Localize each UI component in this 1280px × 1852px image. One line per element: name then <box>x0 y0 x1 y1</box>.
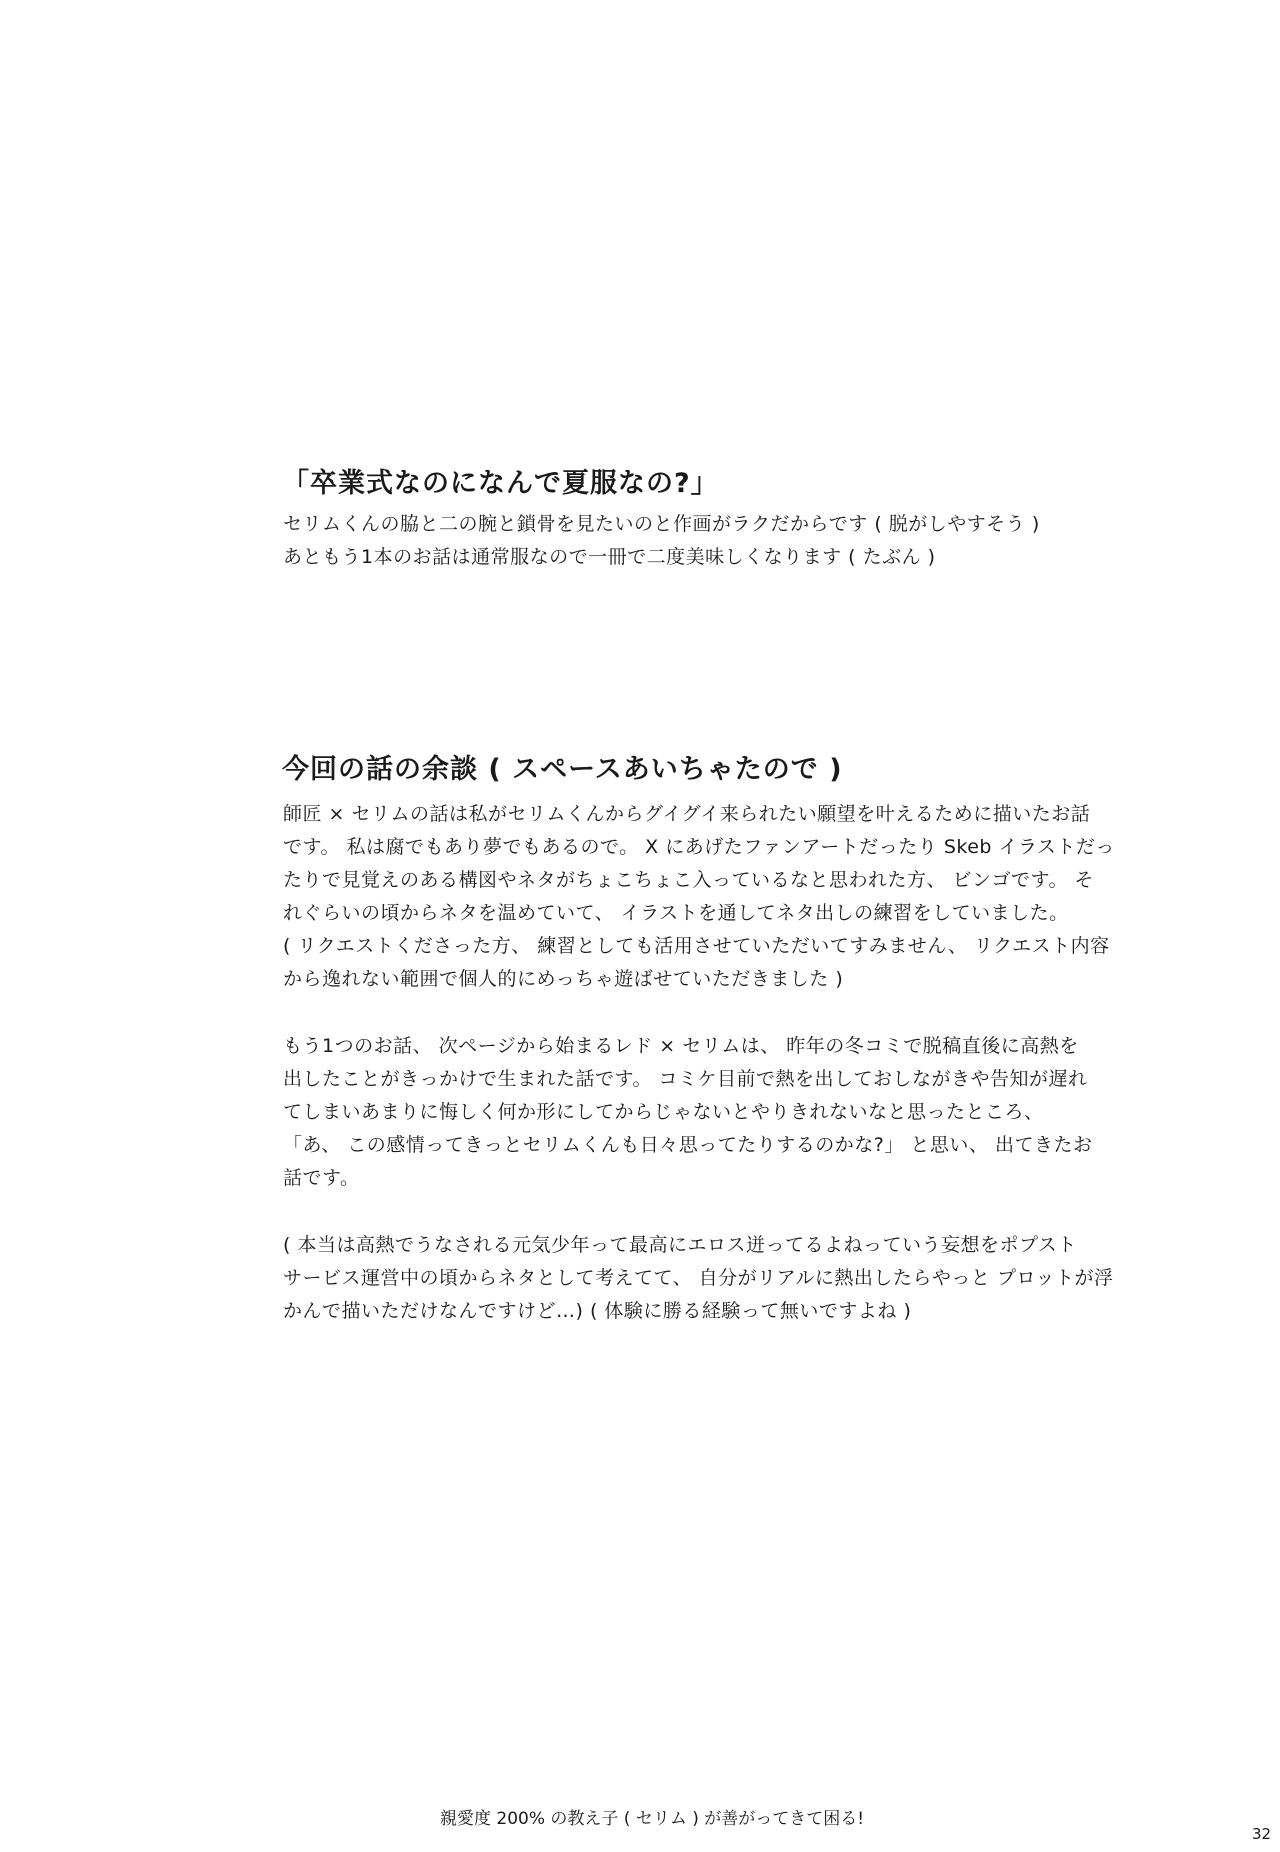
section-2-p2-line-3: てしまいあまりに悔しく何か形にしてからじゃないとやりきれないなと思ったところ、 <box>283 1101 1044 1123</box>
page-number: 32 <box>1252 1825 1272 1843</box>
section-2-heading: 今回の話の余談 ( スペースあいちゃたので ) <box>282 754 843 785</box>
section-2-p3-line-2: サービス運営中の頃からネタとして考えてて、 自分がリアルに熱出したらやっと プロットが浮 <box>283 1267 1114 1289</box>
section-2-p2-line-4: 「あ、 この感情ってきっとセリムくんも日々思ってたりするのかな?」 と思い、 出てきたお <box>283 1134 1093 1156</box>
section-1-heading: 「卒業式なのになんで夏服なの?」 <box>282 468 719 499</box>
section-2-p1-line-4: れぐらいの頃からネタを温めていて、 イラストを通してネタ出しの練習をしていました。 <box>283 902 1069 924</box>
section-2-p3-line-1: ( 本当は高熱でうなされる元気少年って最高にエロス迸ってるよねっていう妄想をポプスト <box>283 1234 1077 1256</box>
section-2-p2-line-2: 出したことがきっかけで生まれた話です。 コミケ目前で熱を出しておしながきや告知が遅れ <box>283 1068 1088 1090</box>
section-2-p1-line-3: たりで見覚えのある構図やネタがちょこちょこ入っているなと思われた方、 ビンゴです。 そ <box>283 869 1095 891</box>
section-2-p2-line-5: 話です。 <box>283 1167 360 1189</box>
section-1-line-1: セリムくんの脇と二の腕と鎖骨を見たいのと作画がラクだからです ( 脱がしやすそう ) <box>283 513 1040 535</box>
section-2-p1-line-2: です。 私は腐でもあり夢でもあるので。 X にあげたファンアートだったり Skeb イラストだっ <box>283 836 1115 858</box>
section-2-p1-line-6: から逸れない範囲で個人的にめっちゃ遊ばせていただきました ) <box>283 968 844 990</box>
section-2-p2-line-1: もう1つのお話、 次ページから始まるレド × セリムは、 昨年の冬コミで脱稿直後に高熱を <box>283 1035 1079 1057</box>
footer-book-title: 親愛度 200% の教え子 ( セリム ) が善がってきて困る! <box>440 1809 865 1829</box>
section-2-p1-line-5: ( リクエストくださった方、 練習としても活用させていただいてすみません、 リクエスト内容 <box>283 935 1110 957</box>
section-1-line-2: あともう1本のお話は通常服なので一冊で二度美味しくなります ( たぶん ) <box>283 546 936 568</box>
section-2-p1-line-1: 師匠 × セリムの話は私がセリムくんからグイグイ来られたい願望を叶えるために描いたお話 <box>283 803 1091 825</box>
section-2-p3-line-3: かんで描いただけなんですけど…) ( 体験に勝る経験って無いですよね ) <box>283 1300 912 1322</box>
